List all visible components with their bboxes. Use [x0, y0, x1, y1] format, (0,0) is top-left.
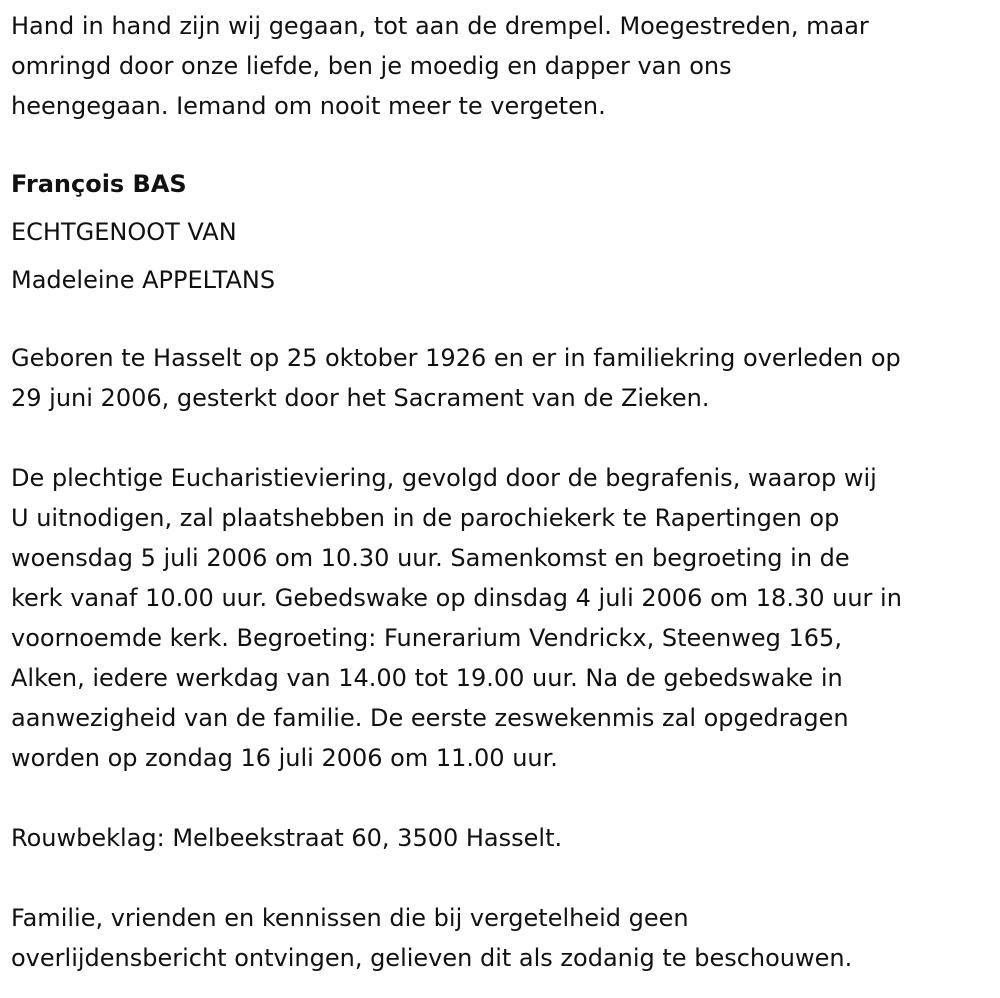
deceased-name: François BAS	[11, 170, 187, 198]
ceremony-line: worden op zondag 16 juli 2006 om 11.00 uur.	[11, 744, 558, 772]
ceremony-line: U uitnodigen, zal plaatshebben in de parochiekerk te Rapertingen op	[11, 504, 840, 532]
spacer	[11, 418, 1000, 458]
ceremony-line: kerk vanaf 10.00 uur. Gebedswake op dinsdag 4 juli 2006 om 18.30 uur in	[11, 584, 902, 612]
birth-death-line: 29 juni 2006, gesterkt door het Sacrament van de Zieken.	[11, 384, 710, 412]
ceremony-line: voornoemde kerk. Begroeting: Funerarium Vendrickx, Steenweg 165,	[11, 624, 842, 652]
spouse-name: Madeleine APPELTANS	[11, 266, 276, 294]
ceremony-line: aanwezigheid van de familie. De eerste zeswekenmis zal opgedragen	[11, 704, 849, 732]
condolence-address: Rouwbeklag: Melbeekstraat 60, 3500 Hasselt.	[11, 824, 563, 852]
spacer	[11, 778, 1000, 818]
deceased-block	[11, 160, 1000, 304]
ceremony-line: Alken, iedere werkdag van 14.00 tot 19.00 uur. Na de gebedswake in	[11, 664, 843, 692]
relation-label: ECHTGENOOT VAN	[11, 218, 237, 246]
closing-paragraph	[11, 898, 1000, 978]
intro-line: heengegaan. Iemand om nooit meer te vergeten.	[11, 92, 606, 120]
intro-line: Hand in hand zijn wij gegaan, tot aan de drempel. Moegestreden, maar	[11, 12, 869, 40]
spacer	[11, 858, 1000, 898]
birth-death-paragraph	[11, 338, 1000, 418]
ceremony-line: De plechtige Eucharistieviering, gevolgd door de begrafenis, waarop wij	[11, 464, 877, 492]
spacer	[11, 304, 1000, 338]
intro-line: omringd door onze liefde, ben je moedig en dapper van ons	[11, 52, 732, 80]
ceremony-line: woensdag 5 juli 2006 om 10.30 uur. Samenkomst en begroeting in de	[11, 544, 850, 572]
ceremony-paragraph	[11, 458, 1000, 778]
closing-line: Familie, vrienden en kennissen die bij vergetelheid geen	[11, 904, 689, 932]
birth-death-line: Geboren te Hasselt op 25 oktober 1926 en er in familiekring overleden op	[11, 344, 901, 372]
intro-paragraph	[11, 6, 1000, 126]
closing-line: overlijdensbericht ontvingen, gelieven dit als zodanig te beschouwen.	[11, 944, 853, 972]
